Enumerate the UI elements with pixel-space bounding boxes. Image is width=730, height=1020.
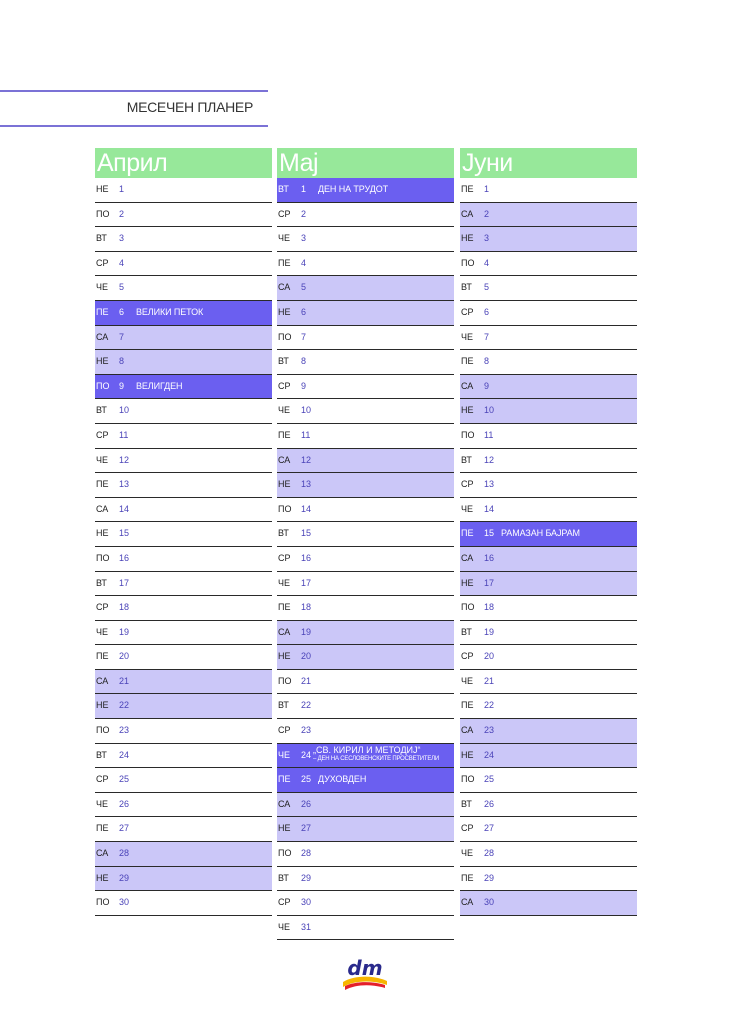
weekday-label: СА bbox=[278, 454, 291, 465]
day-number: 8 bbox=[119, 356, 125, 367]
day-row bbox=[277, 449, 454, 474]
day-number: 5 bbox=[301, 282, 307, 293]
day-row bbox=[460, 694, 637, 719]
day-number: 31 bbox=[301, 921, 312, 932]
holiday-label: РАМАЗАН БАЈРАМ bbox=[501, 528, 580, 539]
weekday-label: СР bbox=[96, 429, 109, 440]
weekday-label: ЧЕ bbox=[96, 626, 109, 637]
day-row bbox=[95, 276, 272, 301]
weekday-label: НЕ bbox=[278, 479, 291, 490]
weekday-label: СА bbox=[461, 552, 474, 563]
weekday-label: СР bbox=[278, 552, 291, 563]
weekday-label: ПЕ bbox=[461, 700, 474, 711]
day-row bbox=[95, 350, 272, 375]
day-number: 24 bbox=[301, 749, 312, 760]
weekday-label: ПЕ bbox=[96, 823, 109, 834]
day-list bbox=[460, 178, 637, 916]
day-number: 27 bbox=[119, 823, 130, 834]
bottom-rule bbox=[0, 125, 268, 127]
day-row bbox=[460, 276, 637, 301]
day-row bbox=[460, 203, 637, 228]
day-number: 22 bbox=[484, 700, 495, 711]
weekday-label: СА bbox=[461, 725, 474, 736]
day-row bbox=[277, 227, 454, 252]
day-row bbox=[95, 867, 272, 892]
day-row bbox=[95, 227, 272, 252]
weekday-label: ПЕ bbox=[278, 774, 291, 785]
day-row bbox=[277, 572, 454, 597]
weekday-label: НЕ bbox=[96, 356, 109, 367]
weekday-label: СР bbox=[461, 479, 474, 490]
day-row bbox=[460, 522, 637, 547]
weekday-label: ЧЕ bbox=[461, 675, 474, 686]
day-row bbox=[277, 596, 454, 621]
day-number: 25 bbox=[119, 774, 130, 785]
day-number: 20 bbox=[301, 651, 312, 662]
day-number: 23 bbox=[119, 725, 130, 736]
day-number: 7 bbox=[301, 331, 307, 342]
day-number: 1 bbox=[301, 184, 307, 194]
weekday-label: СА bbox=[278, 282, 291, 293]
weekday-label: НЕ bbox=[461, 405, 474, 416]
weekday-label: СР bbox=[278, 725, 291, 736]
day-row bbox=[95, 572, 272, 597]
weekday-label: НЕ bbox=[278, 306, 291, 317]
day-row bbox=[460, 744, 637, 769]
weekday-label: ЧЕ bbox=[278, 921, 291, 932]
weekday-label: ЧЕ bbox=[461, 331, 474, 342]
day-row bbox=[277, 817, 454, 842]
day-row bbox=[460, 252, 637, 277]
day-row bbox=[460, 719, 637, 744]
weekday-label: ПО bbox=[278, 848, 292, 859]
day-number: 6 bbox=[119, 306, 125, 317]
weekday-label: СА bbox=[96, 848, 109, 859]
day-row bbox=[460, 867, 637, 892]
weekday-label: СР bbox=[461, 651, 474, 662]
holiday-label: „СВ. КИРИЛ И МЕТОДИЈ“ bbox=[313, 744, 421, 755]
day-number: 14 bbox=[301, 503, 312, 514]
day-row bbox=[460, 178, 637, 203]
day-row bbox=[95, 522, 272, 547]
day-number: 4 bbox=[301, 257, 307, 268]
weekday-label: СА bbox=[461, 380, 474, 391]
weekday-label: ВТ bbox=[96, 749, 107, 760]
day-number: 27 bbox=[484, 823, 495, 834]
weekday-label: ПО bbox=[278, 331, 292, 342]
weekday-label: СР bbox=[96, 774, 109, 785]
day-number: 3 bbox=[119, 233, 125, 244]
day-number: 22 bbox=[119, 700, 130, 711]
day-number: 17 bbox=[119, 577, 130, 588]
day-row bbox=[95, 326, 272, 351]
day-row bbox=[460, 473, 637, 498]
day-row bbox=[277, 301, 454, 326]
day-row bbox=[277, 252, 454, 277]
day-row bbox=[277, 178, 454, 203]
day-number: 13 bbox=[301, 479, 312, 490]
day-number: 11 bbox=[484, 429, 494, 440]
weekday-label: СА bbox=[96, 675, 109, 686]
day-number: 23 bbox=[484, 725, 495, 736]
weekday-label: ВТ bbox=[96, 233, 107, 244]
weekday-label: СА bbox=[278, 626, 291, 637]
day-number: 2 bbox=[484, 208, 490, 219]
day-row bbox=[277, 498, 454, 523]
day-number: 6 bbox=[484, 306, 490, 317]
day-number: 20 bbox=[484, 651, 495, 662]
day-number: 11 bbox=[119, 429, 129, 440]
weekday-label: ВТ bbox=[278, 528, 289, 539]
day-number: 9 bbox=[484, 380, 490, 391]
day-row bbox=[460, 670, 637, 695]
day-number: 30 bbox=[484, 897, 495, 908]
day-row bbox=[95, 547, 272, 572]
weekday-label: СР bbox=[461, 306, 474, 317]
day-row bbox=[460, 375, 637, 400]
day-number: 30 bbox=[301, 897, 312, 908]
weekday-label: ЧЕ bbox=[96, 282, 109, 293]
day-number: 21 bbox=[484, 675, 495, 686]
day-row bbox=[277, 867, 454, 892]
month-name: Мај bbox=[277, 148, 454, 178]
day-row bbox=[95, 596, 272, 621]
page-title: МЕСЕЧЕН ПЛАНЕР bbox=[126, 99, 253, 115]
day-number: 24 bbox=[484, 749, 495, 760]
day-number: 29 bbox=[119, 872, 130, 883]
day-row bbox=[460, 498, 637, 523]
weekday-label: ЧЕ bbox=[278, 405, 291, 416]
day-number: 29 bbox=[484, 872, 495, 883]
weekday-label: НЕ bbox=[96, 872, 109, 883]
weekday-label: НЕ bbox=[461, 577, 474, 588]
day-number: 9 bbox=[119, 380, 125, 391]
day-row bbox=[95, 694, 272, 719]
day-number: 25 bbox=[484, 774, 495, 785]
day-row bbox=[277, 719, 454, 744]
day-row bbox=[95, 621, 272, 646]
day-row bbox=[277, 670, 454, 695]
weekday-label: ПЕ bbox=[461, 356, 474, 367]
day-row bbox=[460, 350, 637, 375]
weekday-label: ПЕ bbox=[96, 479, 109, 490]
day-number: 8 bbox=[484, 356, 490, 367]
month-may bbox=[277, 148, 454, 940]
day-number: 17 bbox=[301, 577, 312, 588]
weekday-label: ВТ bbox=[461, 798, 472, 809]
day-number: 7 bbox=[484, 331, 490, 342]
weekday-label: ВТ bbox=[461, 454, 472, 465]
weekday-label: СА bbox=[461, 897, 474, 908]
day-row bbox=[460, 645, 637, 670]
day-row bbox=[460, 301, 637, 326]
weekday-label: ЧЕ bbox=[461, 848, 474, 859]
day-number: 7 bbox=[119, 331, 125, 342]
day-row bbox=[277, 473, 454, 498]
day-number: 28 bbox=[301, 848, 312, 859]
day-number: 27 bbox=[301, 823, 312, 834]
day-number: 5 bbox=[484, 282, 490, 293]
day-number: 17 bbox=[484, 577, 495, 588]
day-row bbox=[95, 178, 272, 203]
weekday-label: ВТ bbox=[278, 700, 289, 711]
weekday-label: ЧЕ bbox=[461, 503, 474, 514]
day-number: 16 bbox=[119, 552, 130, 563]
weekday-label: СА bbox=[96, 503, 109, 514]
day-number: 12 bbox=[301, 454, 312, 465]
day-number: 1 bbox=[484, 184, 490, 194]
weekday-label: ПЕ bbox=[96, 306, 109, 317]
weekday-label: ПЕ bbox=[278, 602, 291, 613]
day-row bbox=[460, 547, 637, 572]
day-number: 15 bbox=[484, 528, 495, 539]
weekday-label: ВТ bbox=[96, 577, 107, 588]
weekday-label: ПО bbox=[96, 552, 110, 563]
day-number: 21 bbox=[301, 675, 312, 686]
day-number: 28 bbox=[484, 848, 495, 859]
day-number: 3 bbox=[301, 233, 307, 244]
month-name: Април bbox=[95, 148, 272, 178]
weekday-label: СР bbox=[96, 602, 109, 613]
day-number: 9 bbox=[301, 380, 307, 391]
weekday-label: ПЕ bbox=[461, 872, 474, 883]
day-row bbox=[277, 276, 454, 301]
day-number: 30 bbox=[119, 897, 130, 908]
day-row bbox=[277, 399, 454, 424]
day-number: 10 bbox=[301, 405, 312, 416]
weekday-label: ЧЕ bbox=[96, 454, 109, 465]
day-number: 16 bbox=[484, 552, 495, 563]
day-row bbox=[460, 449, 637, 474]
day-number: 26 bbox=[484, 798, 495, 809]
month-name: Јуни bbox=[460, 148, 637, 178]
weekday-label: ПЕ bbox=[96, 651, 109, 662]
weekday-label: ПО bbox=[461, 774, 475, 785]
day-number: 18 bbox=[119, 602, 130, 613]
day-row bbox=[277, 645, 454, 670]
day-row bbox=[95, 375, 272, 400]
day-number: 5 bbox=[119, 282, 125, 293]
holiday-label: ВЕЛИКИ ПЕТОК bbox=[136, 306, 204, 317]
day-number: 6 bbox=[301, 306, 307, 317]
holiday-label-two-line bbox=[313, 745, 455, 763]
weekday-label: СА bbox=[278, 798, 291, 809]
weekday-label: НЕ bbox=[96, 700, 109, 711]
weekday-label: ЧЕ bbox=[278, 749, 291, 760]
day-row bbox=[95, 891, 272, 916]
day-row bbox=[277, 326, 454, 351]
weekday-label: ЧЕ bbox=[278, 577, 291, 588]
day-row bbox=[277, 768, 454, 793]
month-june bbox=[460, 148, 637, 916]
holiday-sublabel: – ДЕН НА СЕСЛОВЕНСКИТЕ ПРОСВЕТИТЕЛИ bbox=[313, 755, 440, 762]
day-number: 12 bbox=[484, 454, 495, 465]
weekday-label: ПЕ bbox=[461, 184, 474, 194]
day-number: 22 bbox=[301, 700, 312, 711]
day-row bbox=[95, 498, 272, 523]
day-number: 8 bbox=[301, 356, 307, 367]
weekday-label: СР bbox=[278, 897, 291, 908]
weekday-label: ЧЕ bbox=[278, 233, 291, 244]
day-number: 29 bbox=[301, 872, 312, 883]
day-number: 18 bbox=[301, 602, 312, 613]
weekday-label: НЕ bbox=[96, 184, 109, 194]
day-row bbox=[95, 301, 272, 326]
weekday-label: ПЕ bbox=[278, 429, 291, 440]
weekday-label: ПО bbox=[96, 725, 110, 736]
day-row bbox=[277, 842, 454, 867]
weekday-label: ПЕ bbox=[461, 528, 474, 539]
day-row bbox=[277, 547, 454, 572]
weekday-label: ВТ bbox=[278, 356, 289, 367]
weekday-label: ПО bbox=[96, 897, 110, 908]
day-number: 18 bbox=[484, 602, 495, 613]
weekday-label: ПО bbox=[461, 602, 475, 613]
day-row bbox=[460, 891, 637, 916]
day-number: 13 bbox=[484, 479, 495, 490]
day-row bbox=[95, 744, 272, 769]
day-row bbox=[277, 891, 454, 916]
day-number: 2 bbox=[301, 208, 307, 219]
day-row bbox=[460, 572, 637, 597]
top-rule bbox=[0, 90, 268, 92]
month-april bbox=[95, 148, 272, 916]
day-number: 12 bbox=[119, 454, 130, 465]
day-number: 14 bbox=[119, 503, 130, 514]
day-number: 24 bbox=[119, 749, 130, 760]
day-row bbox=[95, 252, 272, 277]
day-row bbox=[95, 670, 272, 695]
day-row bbox=[95, 793, 272, 818]
day-row bbox=[460, 793, 637, 818]
day-number: 14 bbox=[484, 503, 495, 514]
day-row bbox=[95, 203, 272, 228]
weekday-label: ПО bbox=[96, 208, 110, 219]
day-number: 10 bbox=[119, 405, 130, 416]
day-number: 16 bbox=[301, 552, 312, 563]
weekday-label: ВТ bbox=[461, 626, 472, 637]
weekday-label: ПО bbox=[278, 675, 292, 686]
day-row bbox=[95, 842, 272, 867]
day-number: 4 bbox=[484, 257, 490, 268]
day-number: 11 bbox=[301, 429, 311, 440]
day-row bbox=[460, 424, 637, 449]
day-number: 4 bbox=[119, 257, 125, 268]
day-row bbox=[277, 522, 454, 547]
day-row bbox=[460, 817, 637, 842]
day-number: 1 bbox=[119, 184, 125, 194]
day-number: 28 bbox=[119, 848, 130, 859]
day-number: 15 bbox=[301, 528, 312, 539]
day-number: 3 bbox=[484, 233, 490, 244]
day-row bbox=[277, 793, 454, 818]
weekday-label: СР bbox=[461, 823, 474, 834]
day-number: 13 bbox=[119, 479, 130, 490]
day-number: 19 bbox=[301, 626, 312, 637]
holiday-label: ДУХОВДЕН bbox=[318, 774, 367, 785]
day-row bbox=[277, 916, 454, 941]
day-row bbox=[460, 621, 637, 646]
weekday-label: ПО bbox=[461, 257, 475, 268]
day-number: 25 bbox=[301, 774, 312, 785]
day-row bbox=[95, 449, 272, 474]
weekday-label: НЕ bbox=[461, 749, 474, 760]
day-row bbox=[277, 621, 454, 646]
day-number: 2 bbox=[119, 208, 125, 219]
day-row bbox=[460, 326, 637, 351]
weekday-label: НЕ bbox=[461, 233, 474, 244]
weekday-label: ЧЕ bbox=[96, 798, 109, 809]
weekday-label: СР bbox=[278, 208, 291, 219]
weekday-label: ПО bbox=[96, 380, 110, 391]
day-row bbox=[95, 645, 272, 670]
day-row bbox=[95, 473, 272, 498]
day-row bbox=[277, 424, 454, 449]
day-row bbox=[277, 694, 454, 719]
day-number: 19 bbox=[484, 626, 495, 637]
weekday-label: СА bbox=[461, 208, 474, 219]
weekday-label: ВТ bbox=[96, 405, 107, 416]
day-row bbox=[460, 227, 637, 252]
weekday-label: НЕ bbox=[278, 823, 291, 834]
day-row bbox=[95, 719, 272, 744]
day-number: 10 bbox=[484, 405, 495, 416]
weekday-label: СР bbox=[96, 257, 109, 268]
day-number: 19 bbox=[119, 626, 130, 637]
day-number: 26 bbox=[119, 798, 130, 809]
day-row bbox=[460, 768, 637, 793]
day-number: 23 bbox=[301, 725, 312, 736]
day-list bbox=[277, 178, 454, 940]
day-row bbox=[460, 596, 637, 621]
day-row bbox=[277, 375, 454, 400]
dm-logo bbox=[340, 955, 390, 991]
weekday-label: ПО bbox=[278, 503, 292, 514]
day-row bbox=[460, 399, 637, 424]
day-number: 20 bbox=[119, 651, 130, 662]
weekday-label: ВТ bbox=[461, 282, 472, 293]
holiday-label: ДЕН НА ТРУДОТ bbox=[318, 184, 389, 194]
weekday-label: ПЕ bbox=[278, 257, 291, 268]
weekday-label: ВТ bbox=[278, 184, 289, 194]
day-row bbox=[277, 350, 454, 375]
day-row bbox=[277, 203, 454, 228]
holiday-label: ВЕЛИГДЕН bbox=[136, 380, 183, 391]
logo-text: dm bbox=[347, 956, 383, 980]
weekday-label: ВТ bbox=[278, 872, 289, 883]
day-row bbox=[277, 744, 454, 769]
weekday-label: ПО bbox=[461, 429, 475, 440]
day-number: 26 bbox=[301, 798, 312, 809]
weekday-label: СР bbox=[278, 380, 291, 391]
day-number: 21 bbox=[119, 675, 130, 686]
weekday-label: СА bbox=[96, 331, 109, 342]
weekday-label: НЕ bbox=[96, 528, 109, 539]
day-row bbox=[95, 399, 272, 424]
day-row bbox=[95, 424, 272, 449]
day-row bbox=[95, 817, 272, 842]
weekday-label: НЕ bbox=[278, 651, 291, 662]
day-row bbox=[460, 842, 637, 867]
day-row bbox=[95, 768, 272, 793]
day-number: 15 bbox=[119, 528, 130, 539]
day-list bbox=[95, 178, 272, 916]
